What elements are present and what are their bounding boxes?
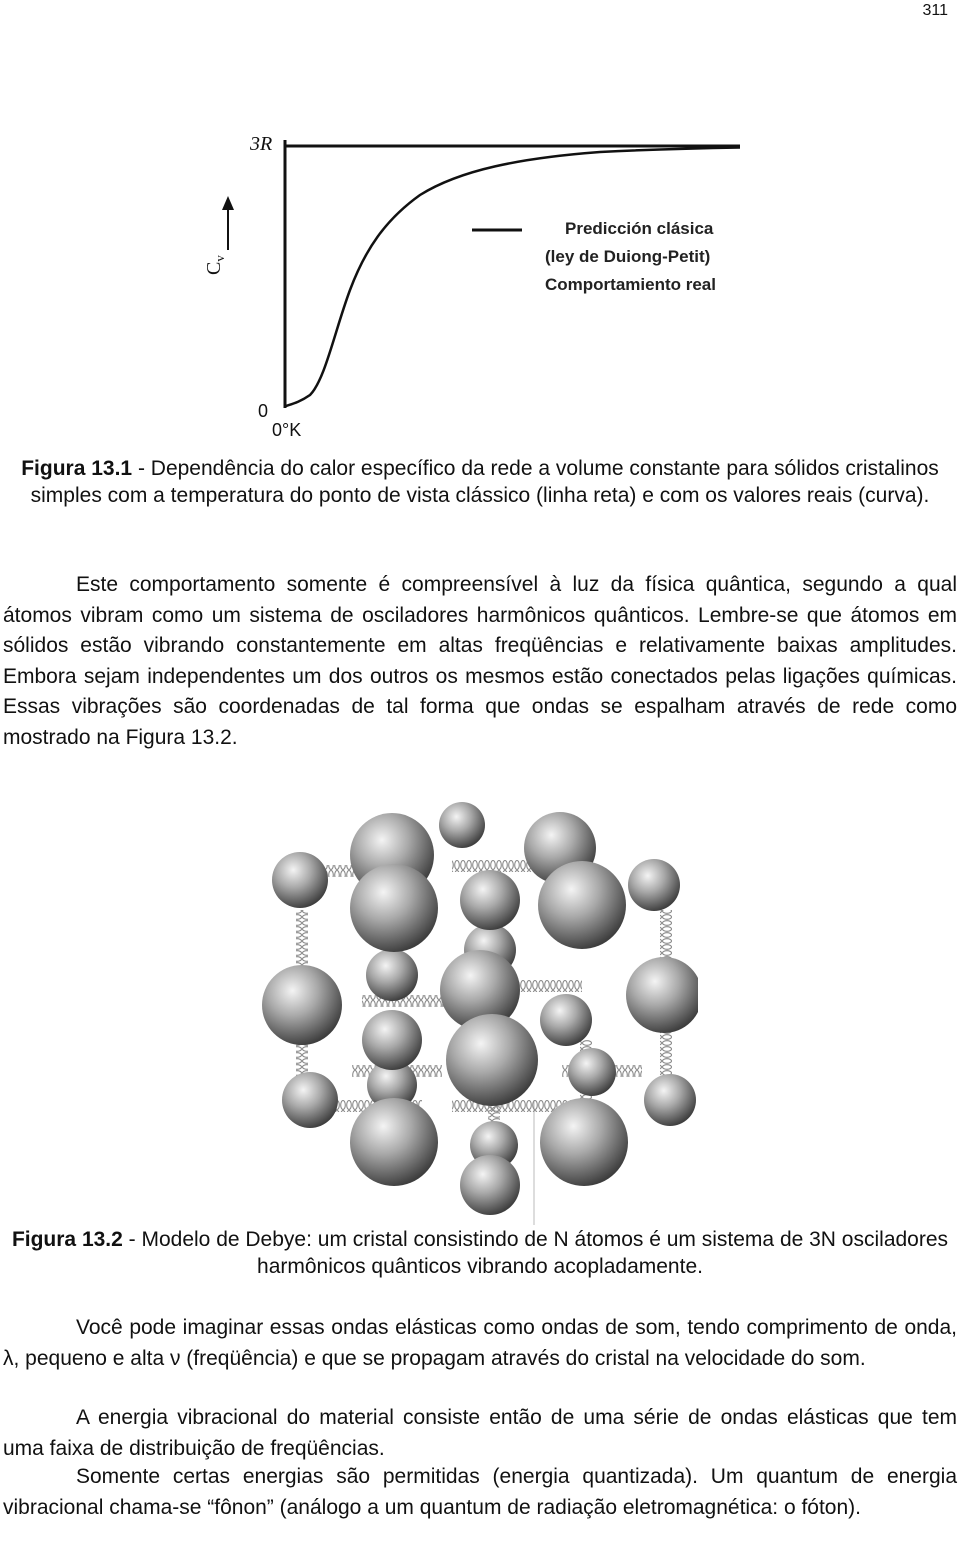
figure2-caption-text: - Modelo de Debye: um cristal consistindo de N átomos é um sistema de 3N osciladores harmônicos quânticos vibrando acopladamente. — [122, 1228, 949, 1278]
debye-crystal-figure — [262, 800, 698, 1225]
y-arrow-head — [222, 196, 234, 210]
atom-sphere — [350, 1098, 438, 1186]
figure1-caption-text: - Dependência do calor específico da rede a volume constante para sólidos cristalinos simples com a temperatura do ponto de vista clássico (linha reta) e com os valores reais (curva). — [30, 457, 939, 507]
label-origin: 0 — [258, 401, 269, 421]
legend-line1: Predicción clásica — [565, 219, 714, 238]
atom-sphere — [626, 957, 698, 1033]
page-number: 311 — [922, 2, 948, 19]
atom-sphere — [439, 802, 485, 848]
atom-sphere — [540, 994, 592, 1046]
paragraph-4 — [3, 1462, 957, 1523]
paragraph-2-text: Você pode imaginar essas ondas elásticas como ondas de som, tendo comprimento de onda, λ, pequeno e alta ν (freqüência) e que se propagam através do cristal na velocidade do som. — [3, 1316, 957, 1370]
atom-sphere — [272, 852, 328, 908]
atom-sphere — [460, 870, 520, 930]
atom-sphere — [568, 1048, 616, 1096]
paragraph-1 — [3, 570, 957, 753]
figure2-caption-label: Figura 13.2 — [11, 1228, 123, 1251]
figure1-caption-label: Figura 13.1 — [21, 457, 133, 480]
figure1-caption — [0, 456, 960, 509]
atom-sphere — [540, 1098, 628, 1186]
paragraph-2 — [3, 1313, 957, 1374]
atom-sphere — [362, 1010, 422, 1070]
paragraph-3 — [3, 1403, 957, 1464]
atom-sphere — [262, 965, 342, 1045]
atom-sphere — [628, 859, 680, 911]
label-0k: 0°K — [272, 420, 302, 440]
paragraph-1-text: Este comportamento somente é compreensível à luz da física quântica, segundo a qual átomos vibram como um sistema de osciladores harmônicos quânticos. Lembre-se que átomos em sólidos estão vibrando constantemente em altas freqüências e relativamente baixas amplitudes. Embora sejam independentes um dos outros os mesmos estão conectados pelas ligações químicas. Essas vibrações são coordenadas de tal forma que ondas se espalham através de rede como mostrado na Figura 13.2. — [3, 573, 957, 749]
atom-sphere — [644, 1074, 696, 1126]
atom-sphere — [282, 1072, 338, 1128]
atom-sphere — [538, 861, 626, 949]
atom-sphere — [460, 1155, 520, 1215]
label-3r: 3R — [250, 133, 273, 155]
paragraph-4-text: Somente certas energias são permitidas (energia quantizada). Um quantum de energia vibracional chama-se “fônon” (análogo a um quantum de radiação eletromagnética: o fóton). — [3, 1465, 957, 1519]
paragraph-3-text: A energia vibracional do material consiste então de uma série de ondas elásticas que tem uma faixa de distribuição de freqüências. — [3, 1406, 957, 1460]
atom-sphere — [350, 864, 438, 952]
legend-line3: Comportamiento real — [545, 275, 716, 294]
atom-sphere — [366, 949, 418, 1001]
label-cv: $C_v$ — [203, 255, 227, 275]
legend-line2: (ley de Duiong-Petit) — [545, 247, 711, 266]
figure2-caption — [0, 1227, 960, 1280]
heat-capacity-figure — [200, 110, 760, 450]
atom-sphere — [446, 1014, 538, 1106]
